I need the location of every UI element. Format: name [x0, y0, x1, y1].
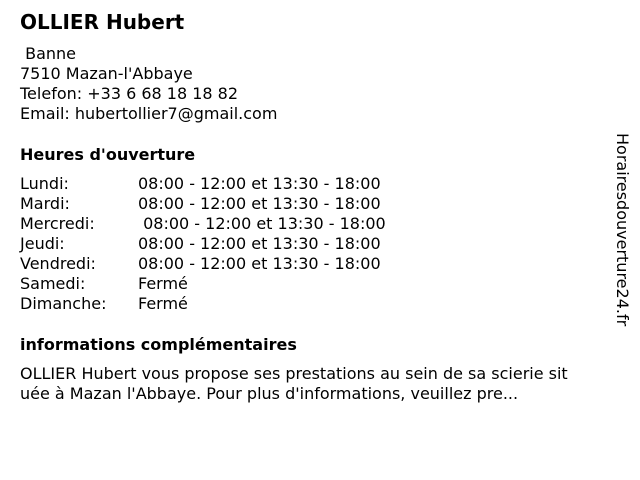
day-hours: 08:00 - 12:00 et 13:30 - 18:00	[138, 254, 381, 273]
business-name: OLLIER Hubert	[20, 10, 185, 34]
description-line: uée à Mazan l'Abbaye. Pour plus d'informations, veuillez pre...	[20, 384, 519, 403]
day-label: Mercredi:	[20, 214, 95, 233]
day-hours: 08:00 - 12:00 et 13:30 - 18:00	[138, 174, 381, 193]
business-description	[20, 364, 624, 404]
opening-hours-heading: Heures d'ouverture	[20, 145, 196, 164]
site-watermark: Horairesdouverture24.fr	[613, 133, 632, 327]
contact-locality: Banne	[20, 44, 76, 63]
contact-postal-city: 7510 Mazan-l'Abbaye	[20, 64, 193, 83]
contact-block	[20, 44, 277, 124]
day-hours: 08:00 - 12:00 et 13:30 - 18:00	[138, 194, 381, 213]
day-hours: 08:00 - 12:00 et 13:30 - 18:00	[138, 234, 381, 253]
additional-info-heading: informations complémentaires	[20, 335, 297, 354]
day-label: Dimanche:	[20, 294, 107, 313]
day-hours: Fermé	[138, 294, 188, 313]
day-label: Samedi:	[20, 274, 86, 293]
day-label: Mardi:	[20, 194, 70, 213]
day-label: Vendredi:	[20, 254, 96, 273]
day-hours: 08:00 - 12:00 et 13:30 - 18:00	[138, 214, 386, 233]
day-label: Lundi:	[20, 174, 69, 193]
description-line: OLLIER Hubert vous propose ses prestations au sein de sa scierie sit	[20, 364, 568, 383]
contact-phone: Telefon: +33 6 68 18 18 82	[20, 84, 239, 103]
day-label: Jeudi:	[20, 234, 65, 253]
day-hours: Fermé	[138, 274, 188, 293]
contact-email: Email: hubertollier7@gmail.com	[20, 104, 278, 123]
